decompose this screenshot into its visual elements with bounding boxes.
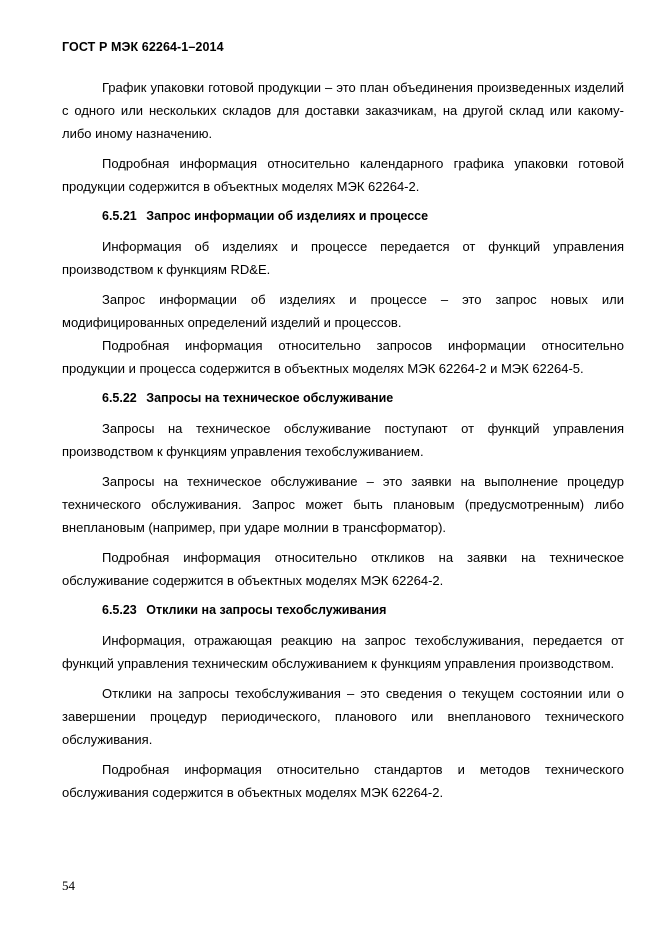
paragraph: Информация, отражающая реакцию на запрос техобслуживания, передается от функций управления техническим обслуживанием к функциям управления производством.	[62, 633, 624, 671]
paragraph: Запросы на техническое обслуживание поступают от функций управления производством к функциям управления техобслуживанием.	[62, 421, 624, 459]
paragraph: График упаковки готовой продукции – это план объединения произведенных изделий с одного или нескольких складов для доставки заказчикам, на другой склад или какому-либо иному назначению.	[62, 80, 624, 141]
section-title: Отклики на запросы техобслуживания	[146, 603, 387, 617]
section-heading-6-5-21	[62, 205, 624, 228]
paragraph: Запросы на техническое обслуживание – это заявки на выполнение процедур технического обслуживания. Запрос может быть плановым (предусмотренным) либо внеплановым (например, при ударе молнии в трансформатор).	[62, 474, 624, 535]
section-number: 6.5.22	[102, 391, 137, 405]
section-number: 6.5.21	[102, 209, 137, 223]
paragraph: Подробная информация относительно стандартов и методов технического обслуживания содержится в объектных моделях МЭК 62264-2.	[62, 762, 624, 800]
paragraph: Подробная информация относительно откликов на заявки на техническое обслуживание содержится в объектных моделях МЭК 62264-2.	[62, 550, 624, 588]
document-header: ГОСТ Р МЭК 62264-1–2014	[62, 40, 224, 54]
page-number: 54	[62, 878, 75, 893]
paragraph: Подробная информация относительно календарного графика упаковки готовой продукции содержится в объектных моделях МЭК 62264-2.	[62, 156, 624, 194]
paragraph: Подробная информация относительно запросов информации относительно продукции и процесса содержится в объектных моделях МЭК 62264-2 и МЭК 62264-5.	[62, 338, 624, 376]
section-title: Запросы на техническое обслуживание	[146, 391, 394, 405]
section-heading-6-5-23	[62, 599, 624, 622]
paragraph: Отклики на запросы техобслуживания – это сведения о текущем состоянии или о завершении процедур периодического, планового или внепланового технического обслуживания.	[62, 686, 624, 747]
section-title: Запрос информации об изделиях и процессе	[146, 209, 429, 223]
paragraph: Информация об изделиях и процессе передается от функций управления производством к функциям RD&E.	[62, 239, 624, 277]
page-body	[62, 76, 624, 811]
paragraph: Запрос информации об изделиях и процессе – это запрос новых или модифицированных определений изделий и процессов.	[62, 292, 624, 330]
section-number: 6.5.23	[102, 603, 137, 617]
section-heading-6-5-22	[62, 387, 624, 410]
